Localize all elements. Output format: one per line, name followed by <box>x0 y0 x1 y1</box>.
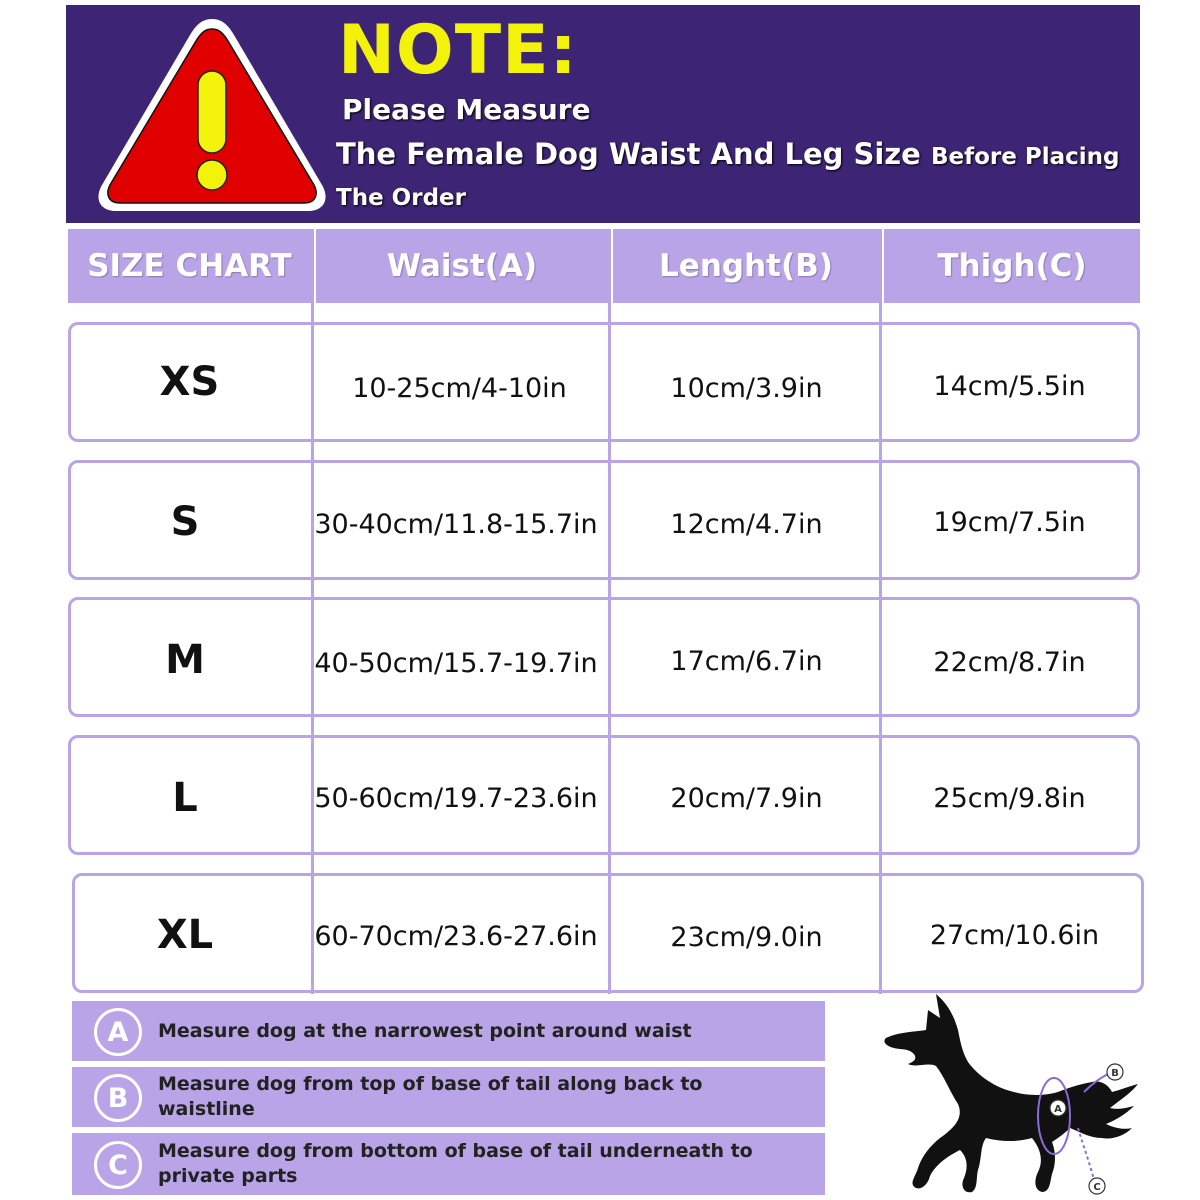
waist-value: 30-40cm/11.8-15.7in <box>314 508 598 540</box>
instruction-text: Measure dog at the narrowest point around waist <box>158 1019 692 1042</box>
instruction-b <box>72 1067 825 1127</box>
dog-silhouette-icon <box>868 988 1168 1200</box>
note-line-2-small: Before Placing <box>930 144 1120 170</box>
note-title: NOTE: <box>338 11 578 90</box>
note-line-2 <box>336 137 1119 171</box>
size-label: XS <box>159 359 220 405</box>
note-line-3: The Order <box>336 185 466 211</box>
instruction-text: Measure dog from bottom of base of tail underneath to private parts <box>158 1140 753 1187</box>
header-length: Lenght(B) <box>613 229 879 303</box>
size-label: M <box>165 637 205 683</box>
size-label: S <box>170 499 200 545</box>
length-value: 10cm/3.9in <box>670 372 823 404</box>
note-line-1: Please Measure <box>342 93 591 126</box>
waist-value: 10-25cm/4-10in <box>352 372 567 404</box>
diagram-label-b: B <box>1111 1068 1119 1079</box>
thigh-value: 22cm/8.7in <box>933 646 1086 678</box>
length-value: 12cm/4.7in <box>670 508 823 540</box>
waist-value: 50-60cm/19.7-23.6in <box>314 782 598 814</box>
size-label: L <box>172 775 198 821</box>
size-label: XL <box>156 912 214 958</box>
letter-c-badge: C <box>94 1141 142 1189</box>
header-thigh: Thigh(C) <box>884 229 1140 303</box>
waist-value: 60-70cm/23.6-27.6in <box>314 920 598 952</box>
header-waist: Waist(A) <box>316 229 608 303</box>
instruction-a <box>72 1001 825 1061</box>
thigh-value: 25cm/9.8in <box>933 782 1086 814</box>
letter-a-badge: A <box>94 1008 142 1056</box>
thigh-value: 27cm/10.6in <box>929 919 1100 951</box>
waist-value: 40-50cm/15.7-19.7in <box>314 647 598 679</box>
diagram-label-a: A <box>1054 1104 1062 1115</box>
thigh-value: 19cm/7.5in <box>933 506 1086 538</box>
instruction-c <box>72 1133 825 1195</box>
header-size-chart: SIZE CHART <box>68 229 311 303</box>
length-value: 20cm/7.9in <box>670 782 823 814</box>
thigh-value: 14cm/5.5in <box>933 370 1086 402</box>
length-value: 23cm/9.0in <box>670 921 823 953</box>
letter-b-badge: B <box>94 1074 142 1122</box>
note-line-2-main: The Female Dog Waist And Leg Size <box>336 137 921 171</box>
length-value: 17cm/6.7in <box>670 645 823 677</box>
instruction-text: Measure dog from top of base of tail along back to waistline <box>158 1073 703 1120</box>
note-banner <box>66 5 1140 223</box>
diagram-label-c: C <box>1093 1182 1101 1193</box>
warning-triangle-icon <box>94 13 330 217</box>
